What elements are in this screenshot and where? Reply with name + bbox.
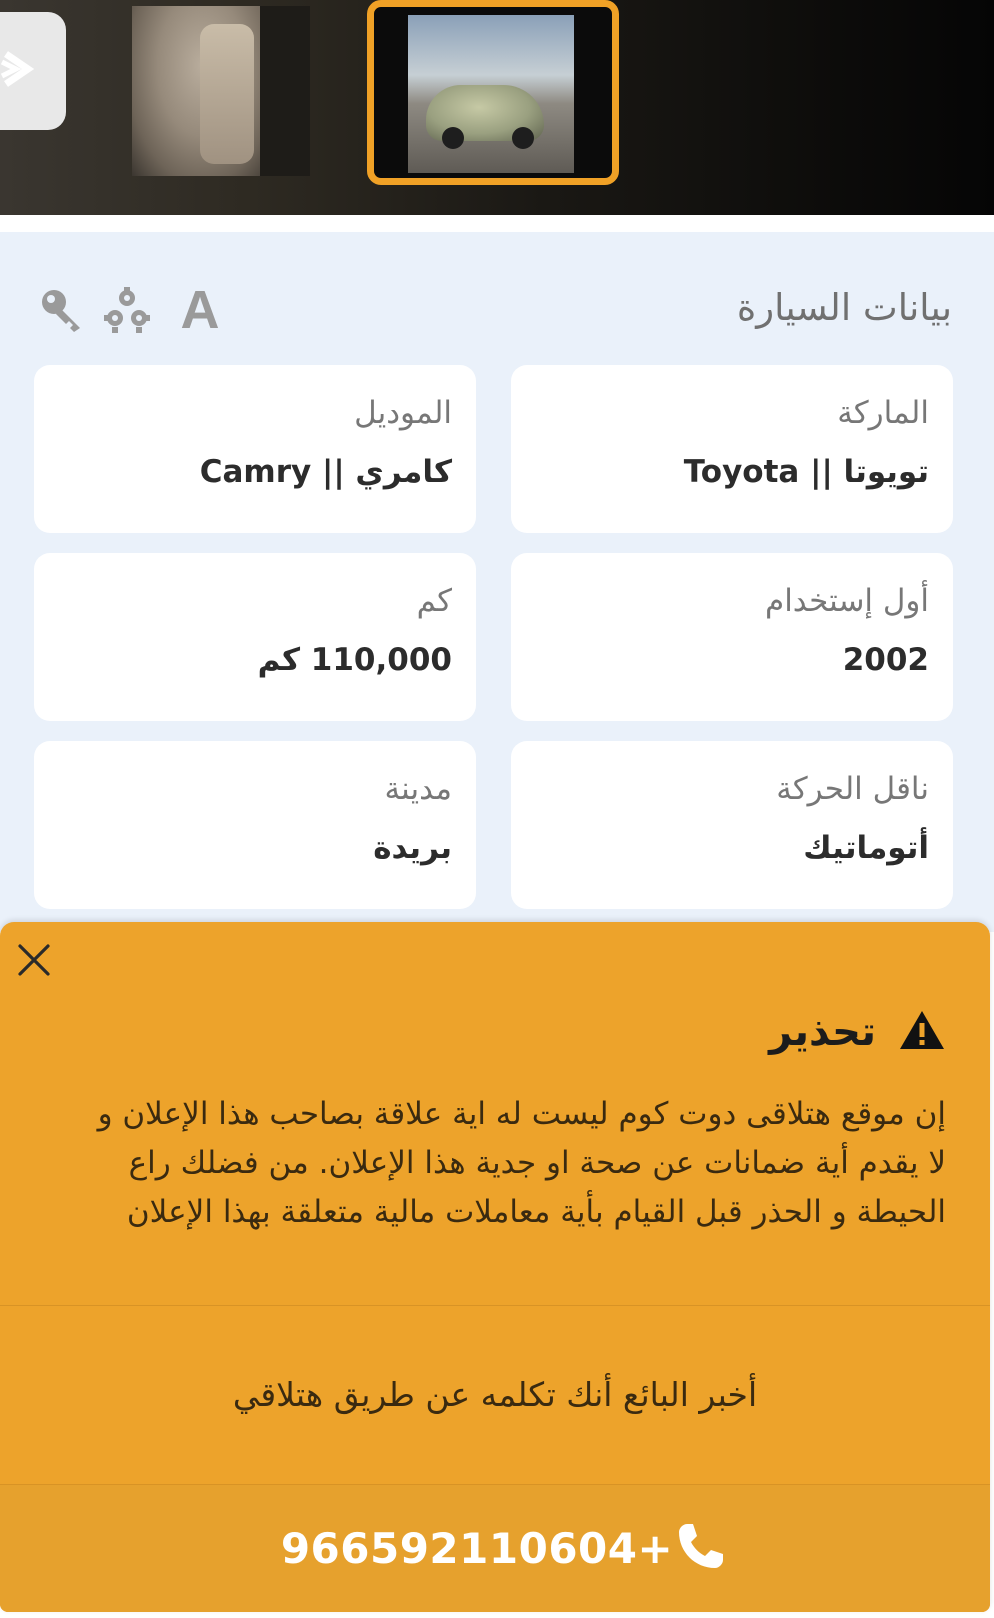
font-size-icon[interactable] <box>170 280 230 340</box>
spec-value: تويوتا || Toyota <box>683 454 929 491</box>
warning-message-line: لا يقدم أية ضمانات عن صحة او جدية هذا الإعلان. من فضلك راع <box>128 1145 946 1181</box>
spec-label: كم <box>416 583 452 619</box>
warning-message-line: إن موقع هتلاقى دوت كوم ليست له اية علاقة بصاحب هذا الإعلان و <box>97 1096 946 1132</box>
close-icon <box>16 942 52 982</box>
font-size-label: A <box>180 280 220 340</box>
warning-message <box>66 1090 946 1237</box>
gallery-thumbnail-interior[interactable] <box>132 6 310 176</box>
cogs-icon[interactable] <box>98 280 156 340</box>
phone-icon <box>673 1520 727 1578</box>
spec-value: أتوماتيك <box>803 830 929 867</box>
warning-message-line: الحيطة و الحذر قبل القيام بأية معاملات مالية متعلقة بهذا الإعلان <box>126 1194 946 1230</box>
gallery-next-button[interactable] <box>0 12 66 130</box>
spec-value: 110,000 كم <box>257 642 452 679</box>
details-title: بيانات السيارة <box>736 286 952 329</box>
close-button[interactable] <box>12 940 56 984</box>
car-details-panel <box>0 232 994 932</box>
call-seller-button[interactable] <box>0 1485 990 1612</box>
warning-header <box>769 1000 946 1064</box>
spec-label: مدينة <box>384 771 452 807</box>
image-gallery <box>0 0 994 215</box>
spec-card-transmission <box>511 741 953 909</box>
key-icon[interactable] <box>34 280 90 340</box>
chevron-right-icon <box>0 46 46 96</box>
warning-title: تحذير <box>769 1009 876 1055</box>
car-exterior-photo <box>408 15 574 173</box>
spec-value: 2002 <box>842 642 929 679</box>
spec-value: بريدة <box>373 830 452 867</box>
warning-triangle-icon <box>898 1009 946 1055</box>
spec-label: الموديل <box>354 395 452 431</box>
phone-number: 966592110604+ <box>280 1524 674 1573</box>
warning-sheet <box>0 922 990 1612</box>
gallery-thumbnail-selected[interactable] <box>367 0 619 185</box>
spec-card-first-use <box>511 553 953 721</box>
spec-label: أول إستخدام <box>765 583 929 619</box>
spec-label: الماركة <box>837 395 929 431</box>
tell-seller-note: أخبر البائع أنك تكلمه عن طريق هتلاقي <box>232 1375 758 1414</box>
spec-card-brand <box>511 365 953 533</box>
spec-card-city <box>34 741 476 909</box>
spec-value: كامري || Camry <box>199 454 452 491</box>
spec-label: ناقل الحركة <box>776 771 929 807</box>
details-header <box>34 280 952 340</box>
spec-card-mileage <box>34 553 476 721</box>
spec-card-model <box>34 365 476 533</box>
